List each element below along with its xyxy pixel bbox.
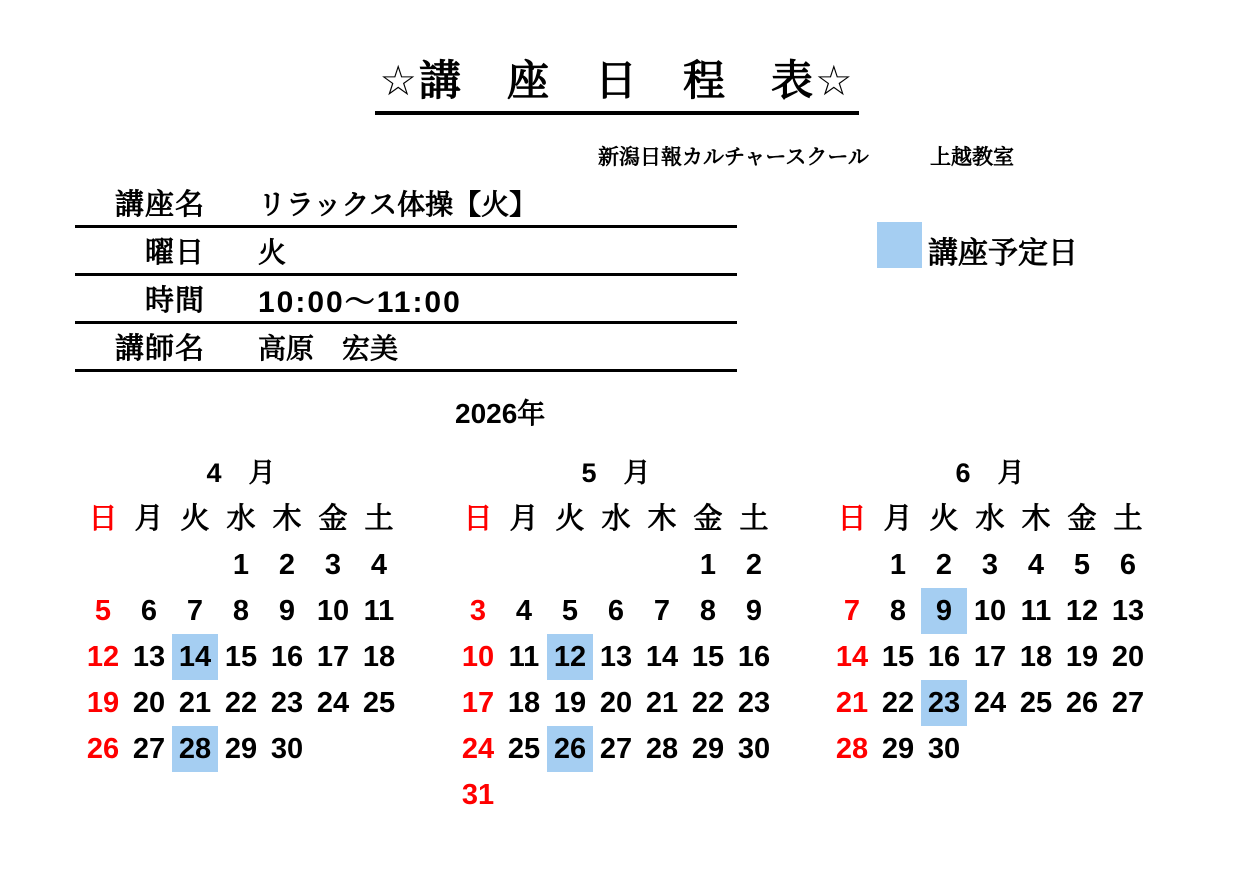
calendar-day: 2 <box>935 549 953 581</box>
calendar-day: 5 <box>561 595 579 627</box>
calendar-day: 23 <box>270 687 304 719</box>
calendar-day: 6 <box>607 595 625 627</box>
calendar-day: 6 <box>1119 549 1137 581</box>
calendar-day: 11 <box>363 595 395 627</box>
calendar-day: 4 <box>515 595 533 627</box>
calendar-day-empty <box>1013 726 1059 772</box>
calendar-day: 19 <box>553 687 587 719</box>
calendar-june-grid <box>829 496 1151 772</box>
calendar-day: 20 <box>599 687 633 719</box>
calendar-day-empty <box>685 772 731 818</box>
calendar-day: 9 <box>921 588 967 634</box>
calendar-day-empty <box>547 542 593 588</box>
calendar-day: 15 <box>224 641 258 673</box>
instructor-row <box>75 324 737 372</box>
calendar-day: 25 <box>1019 687 1053 719</box>
calendar-day: 16 <box>737 641 771 673</box>
calendar-day-empty <box>829 542 875 588</box>
calendar-day: 17 <box>461 687 495 719</box>
calendar-day-empty <box>501 772 547 818</box>
calendar-day: 2 <box>745 549 763 581</box>
calendar-day: 12 <box>86 641 120 673</box>
calendar-day-empty <box>547 772 593 818</box>
calendar-day-empty <box>126 542 172 588</box>
calendar-day-empty <box>639 772 685 818</box>
calendar-day: 28 <box>835 733 869 765</box>
calendar-day: 16 <box>927 641 961 673</box>
calendar-day: 18 <box>507 687 541 719</box>
calendar-day: 20 <box>1111 641 1145 673</box>
day-of-week-row <box>75 228 737 276</box>
calendar-day: 10 <box>316 595 350 627</box>
calendar-day: 24 <box>973 687 1007 719</box>
calendar-april <box>80 450 402 772</box>
calendar-day: 12 <box>1065 595 1099 627</box>
calendar-day: 26 <box>1065 687 1099 719</box>
calendar-may-month-title: 5 月 <box>581 458 651 488</box>
calendar-day-empty <box>1105 726 1151 772</box>
calendar-day: 4 <box>1027 549 1045 581</box>
calendar-day-empty <box>1059 726 1105 772</box>
calendar-day: 5 <box>94 595 112 627</box>
calendar-june <box>829 450 1151 772</box>
calendar-day: 9 <box>278 595 296 627</box>
calendar-day: 26 <box>547 726 593 772</box>
instructor-label: 講師名 <box>114 333 205 365</box>
calendar-day: 8 <box>889 595 907 627</box>
time-label: 時間 <box>144 285 205 317</box>
calendar-day: 13 <box>1111 595 1145 627</box>
calendar-day-empty <box>310 726 356 772</box>
weekday-header-wed: 水 <box>226 503 256 535</box>
calendar-day: 24 <box>461 733 495 765</box>
calendar-day: 21 <box>645 687 679 719</box>
calendar-day: 14 <box>172 634 218 680</box>
calendar-may <box>455 450 777 818</box>
calendar-day: 28 <box>172 726 218 772</box>
weekday-header-mon: 月 <box>134 503 164 535</box>
calendar-day: 1 <box>889 549 907 581</box>
calendar-day-empty <box>731 772 777 818</box>
calendar-day: 20 <box>132 687 166 719</box>
calendar-day: 16 <box>270 641 304 673</box>
time-row <box>75 276 737 324</box>
weekday-header-mon: 月 <box>509 503 539 535</box>
weekday-header-sun: 日 <box>837 503 867 535</box>
calendar-day: 30 <box>927 733 961 765</box>
calendar-day: 24 <box>316 687 350 719</box>
calendar-day: 27 <box>132 733 166 765</box>
calendar-april-month-title: 4 月 <box>206 458 276 488</box>
weekday-header-sat: 土 <box>739 503 769 535</box>
calendar-day: 29 <box>224 733 258 765</box>
weekday-header-tue: 火 <box>180 503 210 535</box>
calendar-april-grid <box>80 496 402 772</box>
calendar-day-empty <box>172 542 218 588</box>
calendar-day-empty <box>356 726 402 772</box>
day-of-week-label: 曜日 <box>144 237 205 269</box>
calendar-day: 17 <box>973 641 1007 673</box>
calendar-day: 29 <box>881 733 915 765</box>
calendar-day: 3 <box>324 549 342 581</box>
weekday-header-thu: 木 <box>272 503 302 535</box>
page-title <box>0 48 1234 115</box>
weekday-header-fri: 金 <box>693 503 723 535</box>
calendar-day-empty <box>80 542 126 588</box>
calendar-day: 4 <box>370 549 388 581</box>
calendar-day: 18 <box>362 641 396 673</box>
calendar-day: 13 <box>132 641 166 673</box>
weekday-header-thu: 木 <box>1021 503 1051 535</box>
calendar-day: 22 <box>881 687 915 719</box>
weekday-header-sat: 土 <box>364 503 394 535</box>
weekday-header-wed: 水 <box>601 503 631 535</box>
calendar-day: 28 <box>645 733 679 765</box>
calendar-day-empty <box>593 772 639 818</box>
weekday-header-mon: 月 <box>883 503 913 535</box>
calendar-day: 30 <box>270 733 304 765</box>
calendar-day: 18 <box>1019 641 1053 673</box>
weekday-header-sun: 日 <box>463 503 493 535</box>
weekday-header-sun: 日 <box>88 503 118 535</box>
weekday-header-tue: 火 <box>929 503 959 535</box>
calendar-day: 13 <box>599 641 633 673</box>
calendar-day: 6 <box>140 595 158 627</box>
calendar-day: 1 <box>699 549 717 581</box>
weekday-header-wed: 水 <box>975 503 1005 535</box>
calendar-day: 8 <box>699 595 717 627</box>
legend-color-swatch <box>877 222 922 268</box>
day-of-week-value: 火 <box>258 236 287 268</box>
calendar-day: 10 <box>461 641 495 673</box>
calendar-day: 9 <box>745 595 763 627</box>
instructor-value: 高原 宏美 <box>258 332 399 364</box>
time-value: 10:00～11:00 <box>258 285 462 319</box>
weekday-header-sat: 土 <box>1113 503 1143 535</box>
calendar-day: 3 <box>981 549 999 581</box>
calendar-day: 17 <box>316 641 350 673</box>
calendar-day: 26 <box>86 733 120 765</box>
calendar-day: 10 <box>973 595 1007 627</box>
calendar-day: 12 <box>547 634 593 680</box>
calendar-day: 14 <box>645 641 679 673</box>
weekday-header-thu: 木 <box>647 503 677 535</box>
weekday-header-fri: 金 <box>1067 503 1097 535</box>
course-name-value: リラックス体操【火】 <box>258 188 538 220</box>
calendar-day: 5 <box>1073 549 1091 581</box>
calendar-day-empty <box>639 542 685 588</box>
calendar-day: 21 <box>835 687 869 719</box>
calendar-day: 21 <box>178 687 212 719</box>
calendar-day: 3 <box>469 595 487 627</box>
page-title-text: ☆講 座 日 程 表☆ <box>375 48 858 115</box>
calendar-day: 8 <box>232 595 250 627</box>
calendar-day: 19 <box>86 687 120 719</box>
calendar-day: 1 <box>232 549 250 581</box>
calendar-may-grid <box>455 496 777 818</box>
course-name-label: 講座名 <box>114 189 205 221</box>
calendar-day: 15 <box>691 641 725 673</box>
calendar-day-empty <box>501 542 547 588</box>
calendar-june-month-title: 6 月 <box>955 458 1025 488</box>
calendar-day: 15 <box>881 641 915 673</box>
calendar-day: 25 <box>362 687 396 719</box>
calendar-day: 30 <box>737 733 771 765</box>
calendar-day: 7 <box>653 595 671 627</box>
calendar-day: 7 <box>186 595 204 627</box>
calendar-day: 27 <box>599 733 633 765</box>
calendar-day: 11 <box>508 641 540 673</box>
calendar-day-empty <box>967 726 1013 772</box>
calendar-day: 22 <box>691 687 725 719</box>
calendar-day: 31 <box>461 779 495 811</box>
calendar-day: 19 <box>1065 641 1099 673</box>
calendar-day-empty <box>455 542 501 588</box>
classroom-name: 上越教室 <box>930 146 1014 169</box>
calendar-day: 2 <box>278 549 296 581</box>
calendar-day: 27 <box>1111 687 1145 719</box>
calendar-day: 11 <box>1020 595 1052 627</box>
weekday-header-fri: 金 <box>318 503 348 535</box>
calendar-day: 29 <box>691 733 725 765</box>
calendar-day: 14 <box>835 641 869 673</box>
course-info-table <box>75 180 737 372</box>
calendar-day: 23 <box>737 687 771 719</box>
calendar-day: 22 <box>224 687 258 719</box>
school-name: 新潟日報カルチャースクール <box>598 146 869 169</box>
calendar-day: 7 <box>843 595 861 627</box>
calendar-day: 25 <box>507 733 541 765</box>
calendar-day-empty <box>593 542 639 588</box>
calendar-day: 23 <box>921 680 967 726</box>
legend-label: 講座予定日 <box>928 237 1078 270</box>
year-label: 2026年 <box>455 398 546 429</box>
weekday-header-tue: 火 <box>555 503 585 535</box>
course-name-row <box>75 180 737 228</box>
